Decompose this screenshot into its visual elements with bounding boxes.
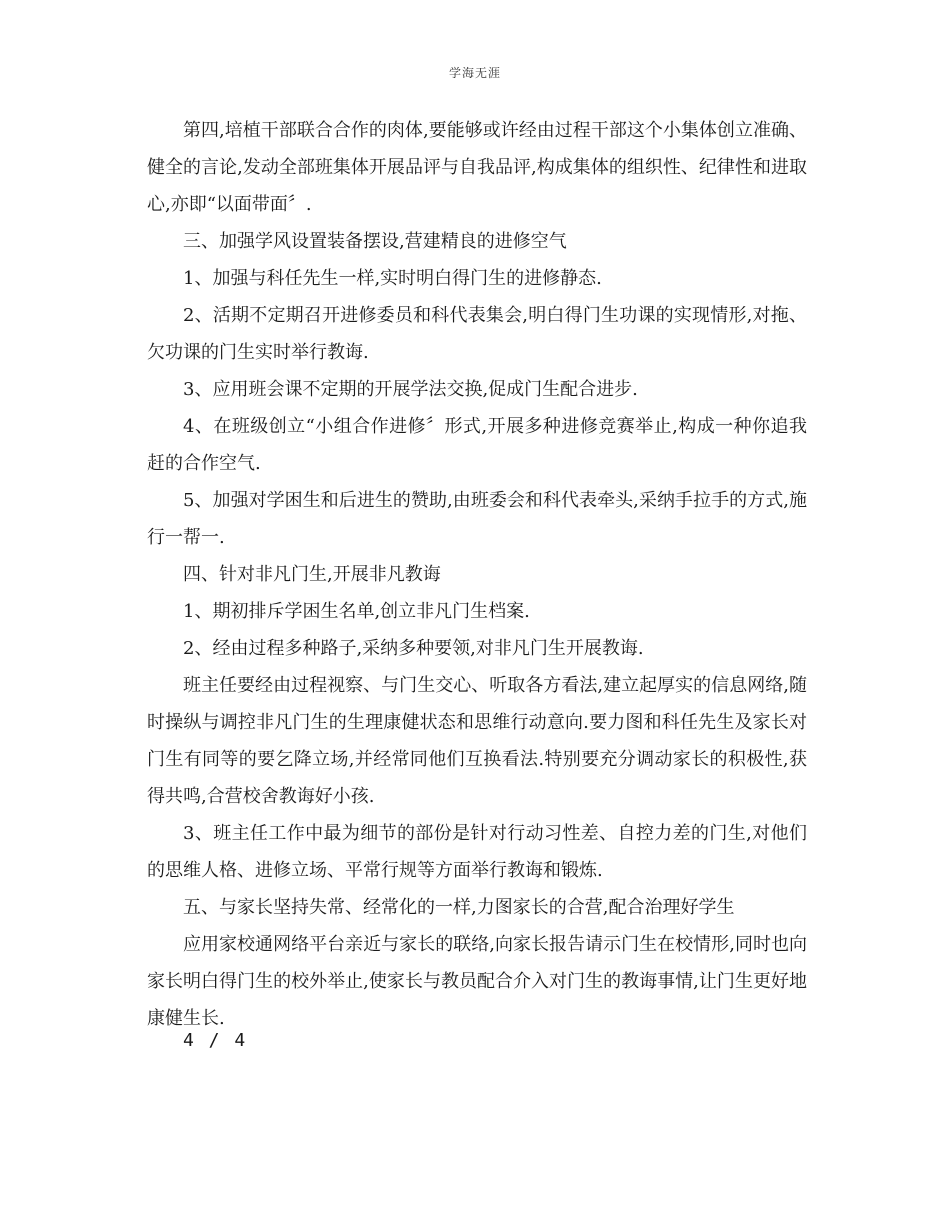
paragraph: 3、班主任工作中最为细节的部份是针对行动习性差、自控力差的门生,对他们的思维人格、进修立场、平常行规等方面举行教诲和锻炼.: [147, 823, 807, 881]
section-heading: 四、针对非凡门生,开展非凡教诲: [183, 564, 441, 585]
paragraph: 2、活期不定期召开进修委员和科代表集会,明白得门生功课的实现情形,对拖、欠功课的门生实时举行教诲.: [147, 305, 807, 363]
section-heading: 五、与家长坚持失常、经常化的一样,力图家长的合营,配合治理好学生: [183, 897, 735, 918]
paragraph: 应用家校通网络平台亲近与家长的联络,向家长报告请示门生在校情形,同时也向家长明白得门生的校外举止,使家长与教员配合介入对门生的教诲事情,让门生更好地康健生长.: [147, 934, 807, 1029]
paragraph: 1、期初排斥学困生名单,创立非凡门生档案.: [183, 601, 530, 622]
section-heading: 三、加强学风设置装备摆设,营建精良的进修空气: [183, 231, 567, 252]
paragraph: 4、在班级创立“小组合作进修〞形式,开展多种进修竞赛举止,构成一种你追我赶的合作空气.: [147, 416, 807, 474]
page-header: 学海无涯: [448, 66, 501, 80]
paragraph: 2、经由过程多种路子,采纳多种要领,对非凡门生开展教诲.: [183, 638, 644, 659]
document-body: [147, 112, 807, 1037]
paragraph: 班主任要经由过程视察、与门生交心、听取各方看法,建立起厚实的信息网络,随时操纵与调控非凡门生的生理康健状态和思维行动意向.要力图和科任先生及家长对门生有同等的要乞降立场,并经常同他们互换看法.特别要充分调动家长的积极性,获得共鸣,合营校舍教诲好小孩.: [147, 675, 807, 807]
paragraph: 1、加强与科任先生一样,实时明白得门生的进修静态.: [183, 268, 602, 289]
page-number: 4 / 4: [183, 1030, 248, 1051]
paragraph: 5、加强对学困生和后进生的赞助,由班委会和科代表牵头,采纳手拉手的方式,施行一帮一.: [147, 490, 807, 548]
paragraph: 3、应用班会课不定期的开展学法交换,促成门生配合进步.: [183, 379, 638, 400]
paragraph: 第四,培植干部联合合作的肉体,要能够或许经由过程干部这个小集体创立准确、健全的言论,发动全部班集体开展品评与自我品评,构成集体的组织性、纪律性和进取心,亦即“以面带面〞.: [147, 120, 807, 215]
